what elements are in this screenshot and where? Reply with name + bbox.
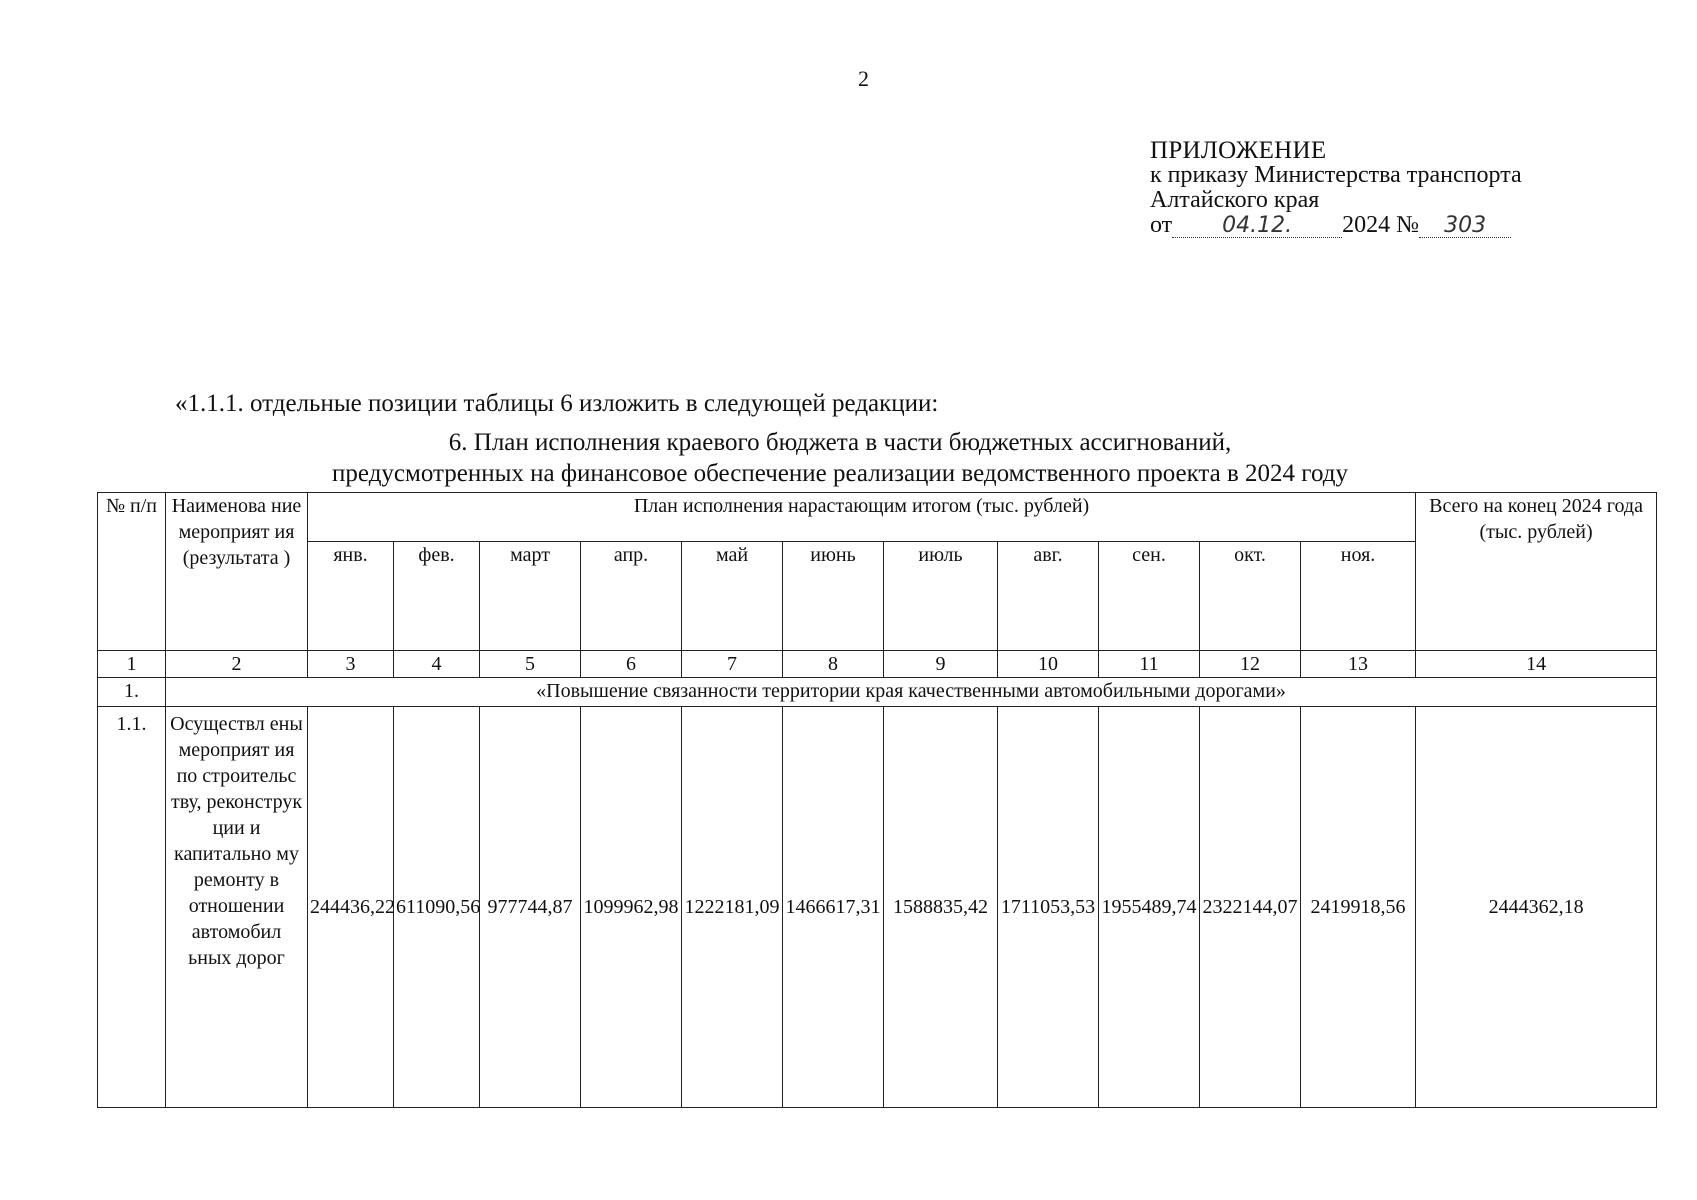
- table-title: [240, 427, 1440, 489]
- year-label: 2024 №: [1342, 212, 1420, 238]
- column-number: 10: [998, 651, 1099, 678]
- row-value: 977744,87: [480, 707, 581, 1108]
- approval-block: [1150, 138, 1522, 238]
- from-label: от: [1150, 212, 1173, 238]
- header-month: авг.: [998, 542, 1099, 651]
- header-month: май: [682, 542, 783, 651]
- handwritten-date: 04.12.: [1172, 215, 1342, 238]
- header-name: Наименова ние мероприят ия (результата ): [166, 493, 308, 651]
- row-value: 1222181,09: [682, 707, 783, 1108]
- section-num: 1.: [98, 678, 166, 707]
- intro-text: «1.1.1. отдельные позиции таблицы 6 изложить в следующей редакции:: [175, 390, 939, 417]
- column-number: 11: [1099, 651, 1200, 678]
- header-month: март: [480, 542, 581, 651]
- row-num: 1.1.: [98, 707, 166, 1108]
- header-month: янв.: [308, 542, 394, 651]
- header-month: июль: [884, 542, 998, 651]
- column-number: 1: [98, 651, 166, 678]
- row-value: 1099962,98: [581, 707, 682, 1108]
- header-plan: План исполнения нарастающим итогом (тыс. рублей): [308, 493, 1416, 542]
- column-number: 2: [166, 651, 308, 678]
- row-value: 244436,22: [308, 707, 394, 1108]
- row-name: Осуществл ены мероприят ия по строительс тву, реконструк ции и капитально му ремонту в отношении автомобил ьных дорог: [166, 707, 308, 1108]
- approval-date-line: [1150, 213, 1522, 238]
- approval-line-2: Алтайского края: [1150, 187, 1320, 213]
- column-number: 4: [394, 651, 480, 678]
- row-value: 2419918,56: [1301, 707, 1416, 1108]
- column-number: 5: [480, 651, 581, 678]
- header-month: апр.: [581, 542, 682, 651]
- section-row: [98, 678, 1657, 707]
- column-number: 8: [783, 651, 884, 678]
- column-number: 7: [682, 651, 783, 678]
- column-number: 14: [1416, 651, 1657, 678]
- header-num: № п/п: [98, 493, 166, 651]
- column-number: 6: [581, 651, 682, 678]
- row-value: 2322144,07: [1200, 707, 1301, 1108]
- row-total: 2444362,18: [1416, 707, 1657, 1108]
- header-month: окт.: [1200, 542, 1301, 651]
- table-title-line-2: предусмотренных на финансовое обеспечение реализации ведомственного проекта в 2024 году: [332, 460, 1348, 487]
- column-number: 13: [1301, 651, 1416, 678]
- approval-line-1: к приказу Министерства транспорта: [1150, 162, 1522, 188]
- column-number-row: [98, 651, 1657, 678]
- table-title-line-1: 6. План исполнения краевого бюджета в части бюджетных ассигнований,: [448, 429, 1232, 456]
- row-value: 1711053,53: [998, 707, 1099, 1108]
- header-month: июнь: [783, 542, 884, 651]
- approval-title: ПРИЛОЖЕНИЕ: [1150, 137, 1327, 164]
- column-number: 9: [884, 651, 998, 678]
- section-title: «Повышение связанности территории края качественными автомобильными дорогами»: [166, 678, 1657, 707]
- row-value: 1466617,31: [783, 707, 884, 1108]
- row-value: 1955489,74: [1099, 707, 1200, 1108]
- column-number: 12: [1200, 651, 1301, 678]
- row-value: 1588835,42: [884, 707, 998, 1108]
- header-month: ноя.: [1301, 542, 1416, 651]
- header-month: фев.: [394, 542, 480, 651]
- table-row: [98, 707, 1657, 1108]
- header-total: Всего на конец 2024 года (тыс. рублей): [1416, 493, 1657, 651]
- page-number: 2: [858, 66, 869, 91]
- handwritten-number: 303: [1419, 215, 1511, 238]
- budget-table: [97, 492, 1657, 1108]
- row-value: 611090,56: [394, 707, 480, 1108]
- header-month: сен.: [1099, 542, 1200, 651]
- column-number: 3: [308, 651, 394, 678]
